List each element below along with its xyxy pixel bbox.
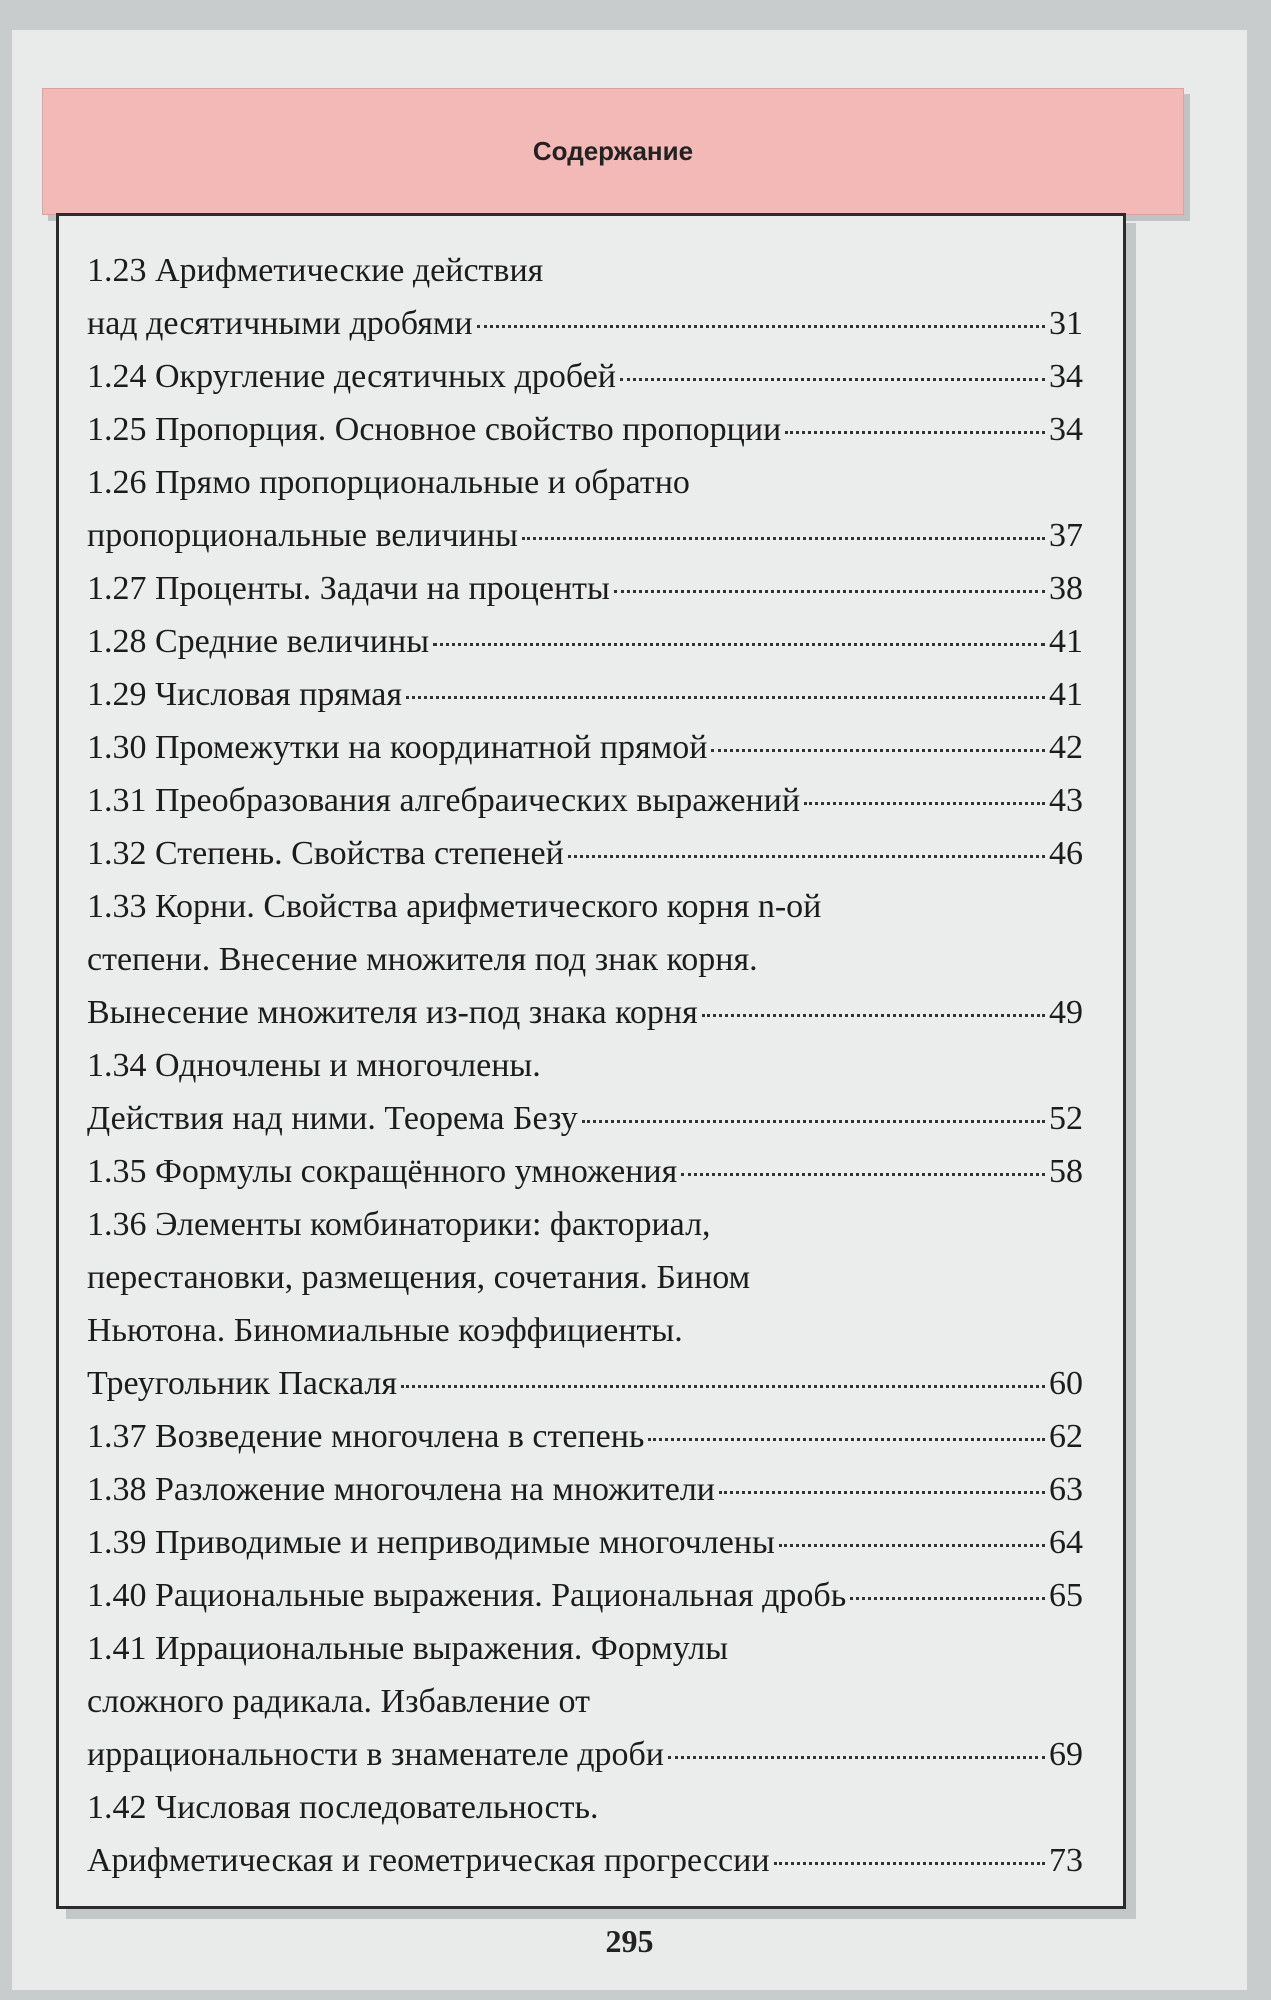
- toc-entry-text: 1.24 Округление десятичных дробей: [87, 358, 616, 395]
- toc-entry[interactable]: [87, 350, 1083, 403]
- toc-entry-line: [87, 1569, 1083, 1622]
- dot-leader: [582, 1120, 1045, 1123]
- toc-entry[interactable]: [87, 562, 1083, 615]
- dot-leader: [702, 1014, 1045, 1017]
- toc-entry[interactable]: [87, 1145, 1083, 1198]
- toc-page-number: 41: [1049, 623, 1083, 660]
- toc-entry-text: перестановки, размещения, сочетания. Бином: [87, 1259, 751, 1296]
- toc-page-number: 52: [1049, 1100, 1083, 1137]
- toc-page-number: 34: [1049, 358, 1083, 395]
- toc-page-number: 43: [1049, 782, 1083, 819]
- toc-page-number: 60: [1049, 1365, 1083, 1402]
- toc-entry-line: [87, 403, 1083, 456]
- toc-entry-line: [87, 1622, 1083, 1675]
- dot-leader: [648, 1438, 1045, 1441]
- toc-page-number: 38: [1049, 570, 1083, 607]
- dot-leader: [668, 1756, 1045, 1759]
- toc-page-number: 64: [1049, 1524, 1083, 1561]
- dot-leader: [719, 1491, 1045, 1494]
- toc-entry-text: над десятичными дробями: [87, 305, 473, 342]
- toc-entry-line: [87, 1410, 1083, 1463]
- toc-entry-line: [87, 1198, 1083, 1251]
- toc-page-number: 37: [1049, 517, 1083, 554]
- dot-leader: [711, 749, 1045, 752]
- toc-page-number: 63: [1049, 1471, 1083, 1508]
- toc-entry-line: [87, 1092, 1083, 1145]
- toc-entry[interactable]: [87, 615, 1083, 668]
- toc-entry-line: [87, 615, 1083, 668]
- dot-leader: [779, 1544, 1045, 1547]
- toc-entry[interactable]: [87, 1410, 1083, 1463]
- toc-entry-text: 1.26 Прямо пропорциональные и обратно: [87, 464, 690, 501]
- toc-entry-line: [87, 880, 1083, 933]
- dot-leader: [522, 537, 1045, 540]
- toc-entry-line: [87, 1728, 1083, 1781]
- toc-entry[interactable]: [87, 668, 1083, 721]
- toc-page-number: 49: [1049, 994, 1083, 1031]
- toc-entry-text: Вынесение множителя из-под знака корня: [87, 994, 698, 1031]
- toc-entry[interactable]: [87, 1622, 1083, 1781]
- toc-entry-line: [87, 986, 1083, 1039]
- toc-entry-line: [87, 1781, 1083, 1834]
- toc-entry[interactable]: [87, 1198, 1083, 1410]
- toc-entry[interactable]: [87, 721, 1083, 774]
- section-header: [42, 88, 1184, 215]
- dot-leader: [433, 643, 1045, 646]
- dot-leader: [774, 1862, 1045, 1865]
- toc-entry-text: Ньютона. Биномиальные коэффициенты.: [87, 1312, 683, 1349]
- toc-page-number: 65: [1049, 1577, 1083, 1614]
- toc-entry-text: 1.34 Одночлены и многочлены.: [87, 1047, 541, 1084]
- toc-entry-text: иррациональности в знаменателе дроби: [87, 1736, 665, 1773]
- dot-leader: [804, 802, 1045, 805]
- toc-entry-line: [87, 244, 1083, 297]
- toc-entry-text: 1.31 Преобразования алгебраических выражений: [87, 782, 801, 819]
- toc-entry[interactable]: [87, 1463, 1083, 1516]
- toc-entry[interactable]: [87, 1569, 1083, 1622]
- toc-entry-text: 1.40 Рациональные выражения. Рациональная дробь: [87, 1577, 847, 1614]
- toc-page-number: 46: [1049, 835, 1083, 872]
- dot-leader: [401, 1385, 1045, 1388]
- dot-leader: [620, 378, 1045, 381]
- toc-entry-text: 1.28 Средние величины: [87, 623, 430, 660]
- toc-entry[interactable]: [87, 1781, 1083, 1887]
- toc-entry-text: пропорциональные величины: [87, 517, 518, 554]
- toc-entry[interactable]: [87, 827, 1083, 880]
- toc-entry-line: [87, 456, 1083, 509]
- toc-entry-text: степени. Внесение множителя под знак корня.: [87, 941, 758, 978]
- toc-entry-line: [87, 1145, 1083, 1198]
- toc-entry-line: [87, 297, 1083, 350]
- toc-entry-line: [87, 774, 1083, 827]
- section-title: Содержание: [532, 136, 694, 166]
- toc-entry-line: [87, 1357, 1083, 1410]
- toc-entry-line: [87, 721, 1083, 774]
- toc-entry-text: 1.42 Числовая последовательность.: [87, 1789, 599, 1826]
- toc-page-number: 69: [1049, 1736, 1083, 1773]
- toc-entry-line: [87, 562, 1083, 615]
- toc-entry-text: 1.25 Пропорция. Основное свойство пропорции: [87, 411, 782, 448]
- toc-page-number: 73: [1049, 1842, 1083, 1879]
- dot-leader: [477, 325, 1045, 328]
- dot-leader: [614, 590, 1045, 593]
- toc-entry-text: 1.38 Разложение многочлена на множители: [87, 1471, 715, 1508]
- toc-page-number: 34: [1049, 411, 1083, 448]
- toc-entry-text: Арифметическая и геометрическая прогрессии: [87, 1842, 770, 1879]
- toc-entry-text: 1.32 Степень. Свойства степеней: [87, 835, 564, 872]
- dot-leader: [406, 696, 1045, 699]
- toc-entry[interactable]: [87, 456, 1083, 562]
- toc-entry-line: [87, 1039, 1083, 1092]
- toc-entry-line: [87, 350, 1083, 403]
- toc-entry-line: [87, 509, 1083, 562]
- toc-entry[interactable]: [87, 880, 1083, 1039]
- toc-entry-text: 1.36 Элементы комбинаторики: факториал,: [87, 1206, 711, 1243]
- toc-entry-line: [87, 1834, 1083, 1887]
- toc-entry-line: [87, 1304, 1083, 1357]
- dot-leader: [681, 1173, 1045, 1176]
- toc-page-number: 58: [1049, 1153, 1083, 1190]
- toc-entry-text: Треугольник Паскаля: [87, 1365, 397, 1402]
- toc-entry-line: [87, 1675, 1083, 1728]
- toc-entry-text: 1.23 Арифметические действия: [87, 252, 544, 289]
- toc-entry[interactable]: [87, 403, 1083, 456]
- toc-entry-text: сложного радикала. Избавление от: [87, 1683, 590, 1720]
- book-page: [12, 30, 1247, 1990]
- page-number: 295: [605, 1923, 654, 1959]
- toc-entry-text: 1.27 Проценты. Задачи на проценты: [87, 570, 610, 607]
- toc-entry-text: 1.39 Приводимые и неприводимые многочлены: [87, 1524, 775, 1561]
- toc-entry-line: [87, 933, 1083, 986]
- toc-entry[interactable]: [87, 244, 1083, 350]
- toc-page-number: 31: [1049, 305, 1083, 342]
- toc-entry[interactable]: [87, 1039, 1083, 1145]
- toc-page-number: 62: [1049, 1418, 1083, 1455]
- toc-box: [56, 213, 1126, 1909]
- toc-entry-line: [87, 668, 1083, 721]
- toc-entry-text: 1.41 Иррациональные выражения. Формулы: [87, 1630, 729, 1667]
- toc-entry[interactable]: [87, 774, 1083, 827]
- toc-entry-text: 1.35 Формулы сокращённого умножения: [87, 1153, 678, 1190]
- dot-leader: [850, 1597, 1045, 1600]
- toc-page-number: 42: [1049, 729, 1083, 766]
- toc-entry-text: 1.37 Возведение многочлена в степень: [87, 1418, 645, 1455]
- toc-page-number: 41: [1049, 676, 1083, 713]
- dot-leader: [785, 431, 1045, 434]
- toc-entry-line: [87, 1251, 1083, 1304]
- dot-leader: [568, 855, 1045, 858]
- toc-list: [87, 244, 1083, 1887]
- toc-entry[interactable]: [87, 1516, 1083, 1569]
- toc-entry-text: 1.29 Числовая прямая: [87, 676, 403, 713]
- toc-entry-text: 1.33 Корни. Свойства арифметического корня n-ой: [87, 888, 822, 925]
- toc-entry-text: Действия над ними. Теорема Безу: [87, 1100, 578, 1137]
- toc-entry-line: [87, 1463, 1083, 1516]
- toc-entry-line: [87, 1516, 1083, 1569]
- toc-entry-text: 1.30 Промежутки на координатной прямой: [87, 729, 708, 766]
- toc-entry-line: [87, 827, 1083, 880]
